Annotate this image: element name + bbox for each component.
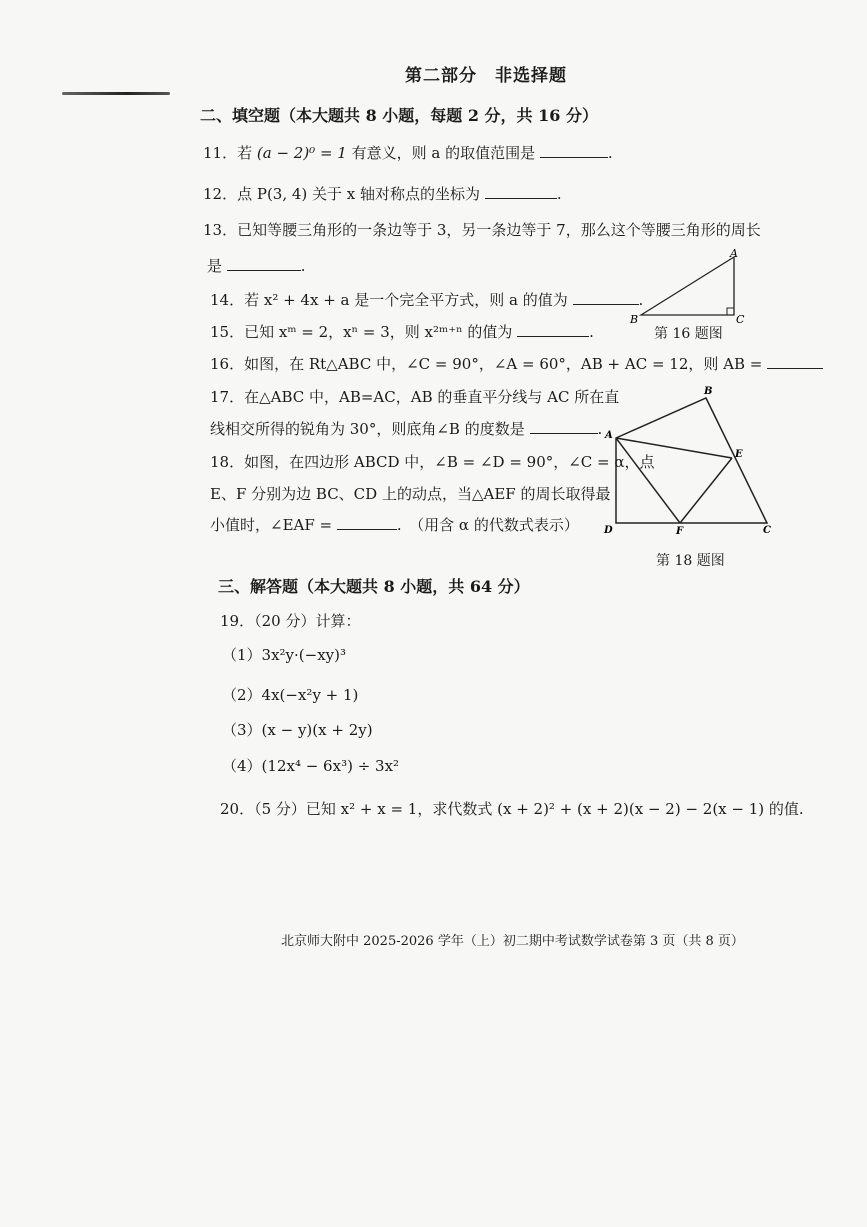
q14-before: 14．若 x² + 4x + a 是一个完全平方式，则 a 的值为 (210, 291, 568, 309)
right-angle-mark (727, 308, 734, 315)
question-19-item-4: （4）(12x⁴ − 6x³) ÷ 3x² (222, 757, 400, 775)
q15-end: . (589, 323, 594, 341)
scan-mark (62, 92, 170, 95)
fig16-label-a: A (730, 247, 738, 260)
q17-line2-before: 线相交所得的锐角为 30°，则底角∠B 的度数是 (210, 420, 525, 438)
q11-expr: (a − 2)⁰ = 1 (256, 144, 347, 162)
question-18-line2: E、F 分别为边 BC、CD 上的动点，当△AEF 的周长取得最 (210, 485, 611, 503)
part-title: 第二部分 非选择题 (405, 66, 567, 86)
question-18-line1: 18．如图，在四边形 ABCD 中，∠B = ∠D = 90°，∠C = α，点 (210, 453, 655, 471)
fig18-label-a: A (605, 430, 613, 441)
figure-16 (625, 245, 760, 325)
question-17-line2 (210, 419, 602, 439)
q12-answer-blank[interactable] (485, 184, 557, 199)
q13-answer-blank[interactable] (227, 256, 301, 271)
q17-answer-blank[interactable] (530, 419, 598, 434)
q15-answer-blank[interactable] (517, 322, 589, 337)
section-title-solutions: 三、解答题（本大题共 8 小题，共 64 分） (218, 577, 530, 596)
triangle-abc (638, 257, 734, 315)
fig18-label-b: B (704, 386, 713, 397)
question-15 (210, 322, 594, 342)
question-19-item-1: （1）3x²y·(−xy)³ (222, 646, 347, 664)
figure-16-caption: 第 16 题图 (654, 326, 723, 342)
question-20: 20．（5 分）已知 x² + x = 1，求代数式 (x + 2)² + (x + 2)(x − 2) − 2(x − 1) 的值. (220, 800, 804, 818)
q11-before: 11．若 (203, 144, 253, 162)
question-12 (203, 184, 562, 204)
fig16-label-c: C (736, 313, 745, 325)
q18-line3-before: 小值时，∠EAF = (210, 516, 333, 534)
question-14 (210, 290, 643, 310)
question-19-stem: 19．（20 分）计算： (220, 612, 361, 630)
q13-end: . (300, 257, 306, 275)
question-19-item-2: （2）4x(−x²y + 1) (222, 686, 359, 704)
figure-18-caption: 第 18 题图 (656, 553, 725, 569)
q11-answer-blank[interactable] (540, 143, 608, 158)
q12-end: . (556, 185, 562, 203)
question-18-line3 (210, 515, 579, 535)
question-19-item-3: （3）(x − y)(x + 2y) (222, 721, 373, 739)
fig18-label-c: C (763, 525, 771, 536)
segment-ef (680, 458, 732, 523)
quadrilateral-abcd (616, 398, 767, 523)
fig18-label-d: D (604, 525, 613, 536)
fig18-label-f: F (676, 526, 684, 537)
question-11 (203, 143, 613, 163)
question-13-line2 (207, 256, 306, 276)
q18-answer-blank[interactable] (337, 515, 397, 530)
question-13-line1: 13．已知等腰三角形的一条边等于 3，另一条边等于 7，那么这个等腰三角形的周长 (203, 221, 761, 239)
q12-before: 12．点 P(3, 4) 关于 x 轴对称点的坐标为 (203, 185, 481, 203)
figure-18 (597, 380, 780, 540)
fig18-label-e: E (735, 449, 743, 460)
q18-line3-after: . （用含 α 的代数式表示） (396, 516, 579, 534)
q17-end: . (597, 420, 603, 438)
q11-end: . (607, 144, 613, 162)
page-footer: 北京师大附中 2025-2026 学年（上）初二期中考试数学试卷第 3 页（共 8 页） (281, 934, 744, 949)
question-16 (210, 354, 823, 374)
q14-end: . (638, 291, 644, 309)
question-17-line1: 17．在△ABC 中，AB=AC，AB 的垂直平分线与 AC 所在直 (210, 388, 620, 406)
segment-ae (616, 438, 732, 458)
q16-answer-blank[interactable] (767, 354, 823, 369)
section-title-fill-in: 二、填空题（本大题共 8 小题，每题 2 分，共 16 分） (200, 106, 598, 125)
q15-before: 15．已知 xᵐ = 2，xⁿ = 3，则 x²ᵐ⁺ⁿ 的值为 (210, 323, 513, 341)
segment-af (616, 438, 680, 523)
q11-after: 有意义，则 a 的取值范围是 (351, 144, 536, 162)
q13-line2-before: 是 (207, 257, 223, 275)
q16-before: 16．如图，在 Rt△ABC 中，∠C = 90°，∠A = 60°，AB + AC = 12，则 AB = (210, 355, 763, 373)
fig16-label-b: B (630, 313, 639, 325)
